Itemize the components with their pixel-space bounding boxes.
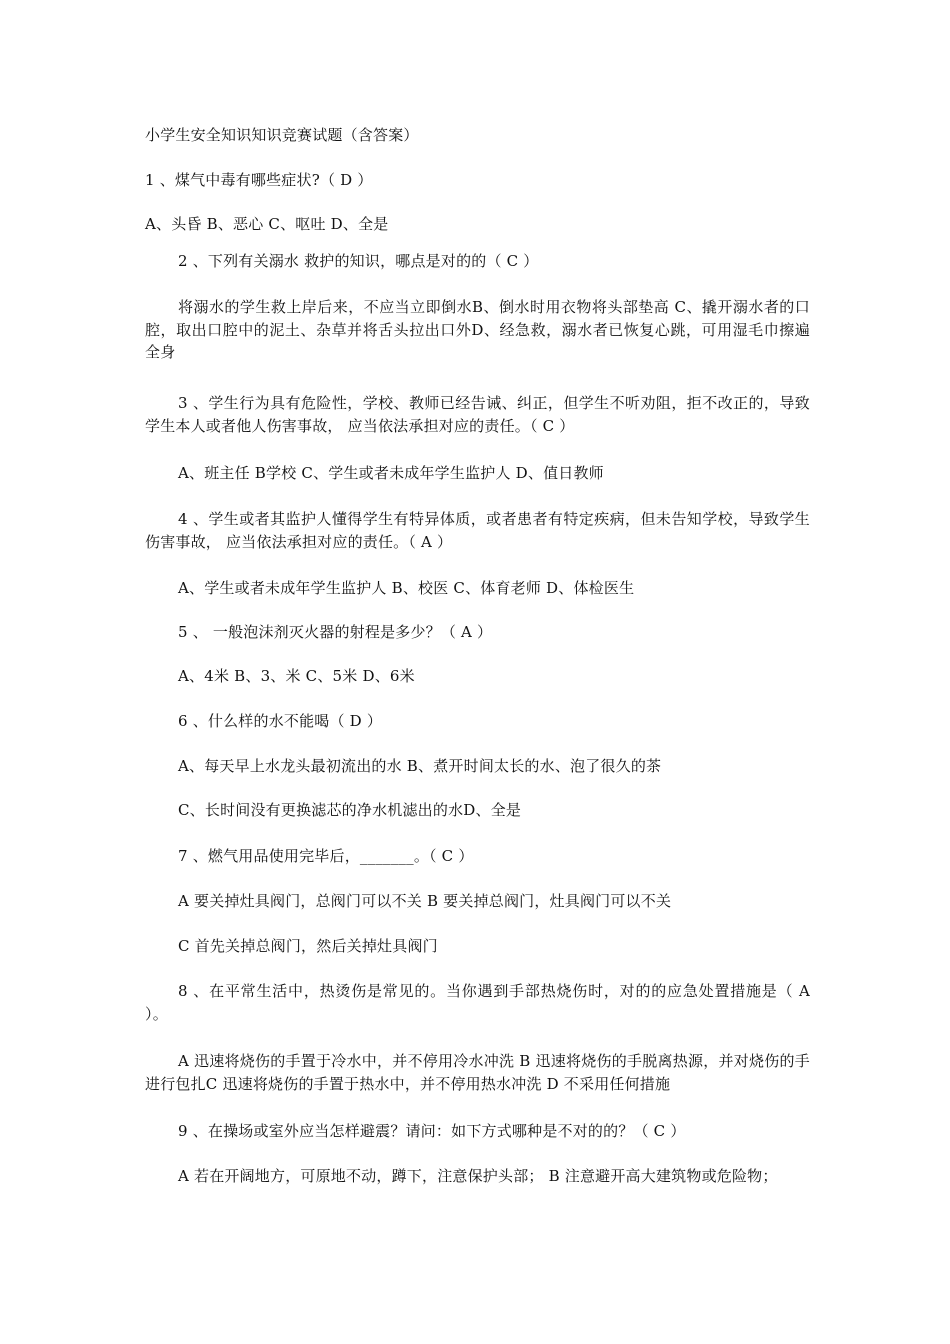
question-9-options: A 若在开阔地方，可原地不动，蹲下，注意保护头部； B 注意避开高大建筑物或危险物； bbox=[178, 1167, 778, 1185]
question-7-options-line-2: C 首先关掉总阀门，然后关掉灶具阀门 bbox=[178, 937, 438, 955]
question-6: 6 、什么样的水不能喝（ D ） bbox=[178, 712, 383, 730]
question-2: 2 、下列有关溺水 救护的知识，哪点是对的的（ C ） bbox=[178, 252, 539, 270]
question-5-options: A、4米 B、3、米 C、5米 D、6米 bbox=[178, 667, 415, 685]
question-8-options: A 迅速将烧伤的手置于冷水中，并不停用冷水冲洗 B 迅速将烧伤的手脱离热源，并对烧伤的手进行包扎C 迅速将烧伤的手置于热水中，并不停用热水冲洗 D 不采用任何措施 bbox=[145, 1052, 810, 1093]
document-title: 小学生安全知识知识竞赛试题（含答案） bbox=[145, 126, 419, 144]
question-1: 1 、煤气中毒有哪些症状?（ D ） bbox=[145, 171, 373, 189]
question-3: 3 、学生行为具有危险性，学校、教师已经告诫、纠正，但学生不听劝阻，拒不改正的，导致学生本人或者他人伤害事故， 应当依法承担对应的责任。（ C ） bbox=[145, 394, 810, 435]
question-2-options: 将溺水的学生救上岸后来，不应当立即倒水B、倒水时用衣物将头部垫高 C、撬开溺水者的口腔，取出口腔中的泥土、杂草并将舌头拉出口外D、经急救，溺水者已恢复心跳，可用湿毛巾擦遍全身 bbox=[145, 298, 810, 361]
question-1-options: A、头昏 B、恶心 C、呕吐 D、全是 bbox=[145, 215, 389, 233]
question-9: 9 、在操场或室外应当怎样避震？请问：如下方式哪种是不对的的？（ C ） bbox=[178, 1122, 686, 1140]
question-5: 5 、 一般泡沫剂灭火器的射程是多少？（ A ） bbox=[178, 623, 493, 641]
question-7-options-line-1: A 要关掉灶具阀门，总阀门可以不关 B 要关掉总阀门，灶具阀门可以不关 bbox=[178, 892, 672, 910]
question-8: 8 、在平常生活中，热烫伤是常见的。当你遇到手部热烧伤时，对的的应急处置措施是（ A ）。 bbox=[145, 982, 810, 1023]
question-3-options: A、班主任 B学校 C、学生或者未成年学生监护人 D、值日教师 bbox=[178, 464, 604, 482]
question-4-options: A、学生或者未成年学生监护人 B、校医 C、体育老师 D、体检医生 bbox=[178, 579, 635, 597]
question-4: 4 、学生或者其监护人懂得学生有特异体质，或者患者有特定疾病，但未告知学校，导致学生伤害事故， 应当依法承担对应的责任。（ A ） bbox=[145, 510, 810, 551]
question-6-options-line-2: C、长时间没有更换滤芯的净水机滤出的水D、全是 bbox=[178, 801, 522, 819]
question-6-options-line-1: A、每天早上水龙头最初流出的水 B、煮开时间太长的水、泡了很久的茶 bbox=[178, 757, 662, 775]
question-7: 7 、燃气用品使用完毕后，_______。（ C ） bbox=[178, 847, 474, 865]
